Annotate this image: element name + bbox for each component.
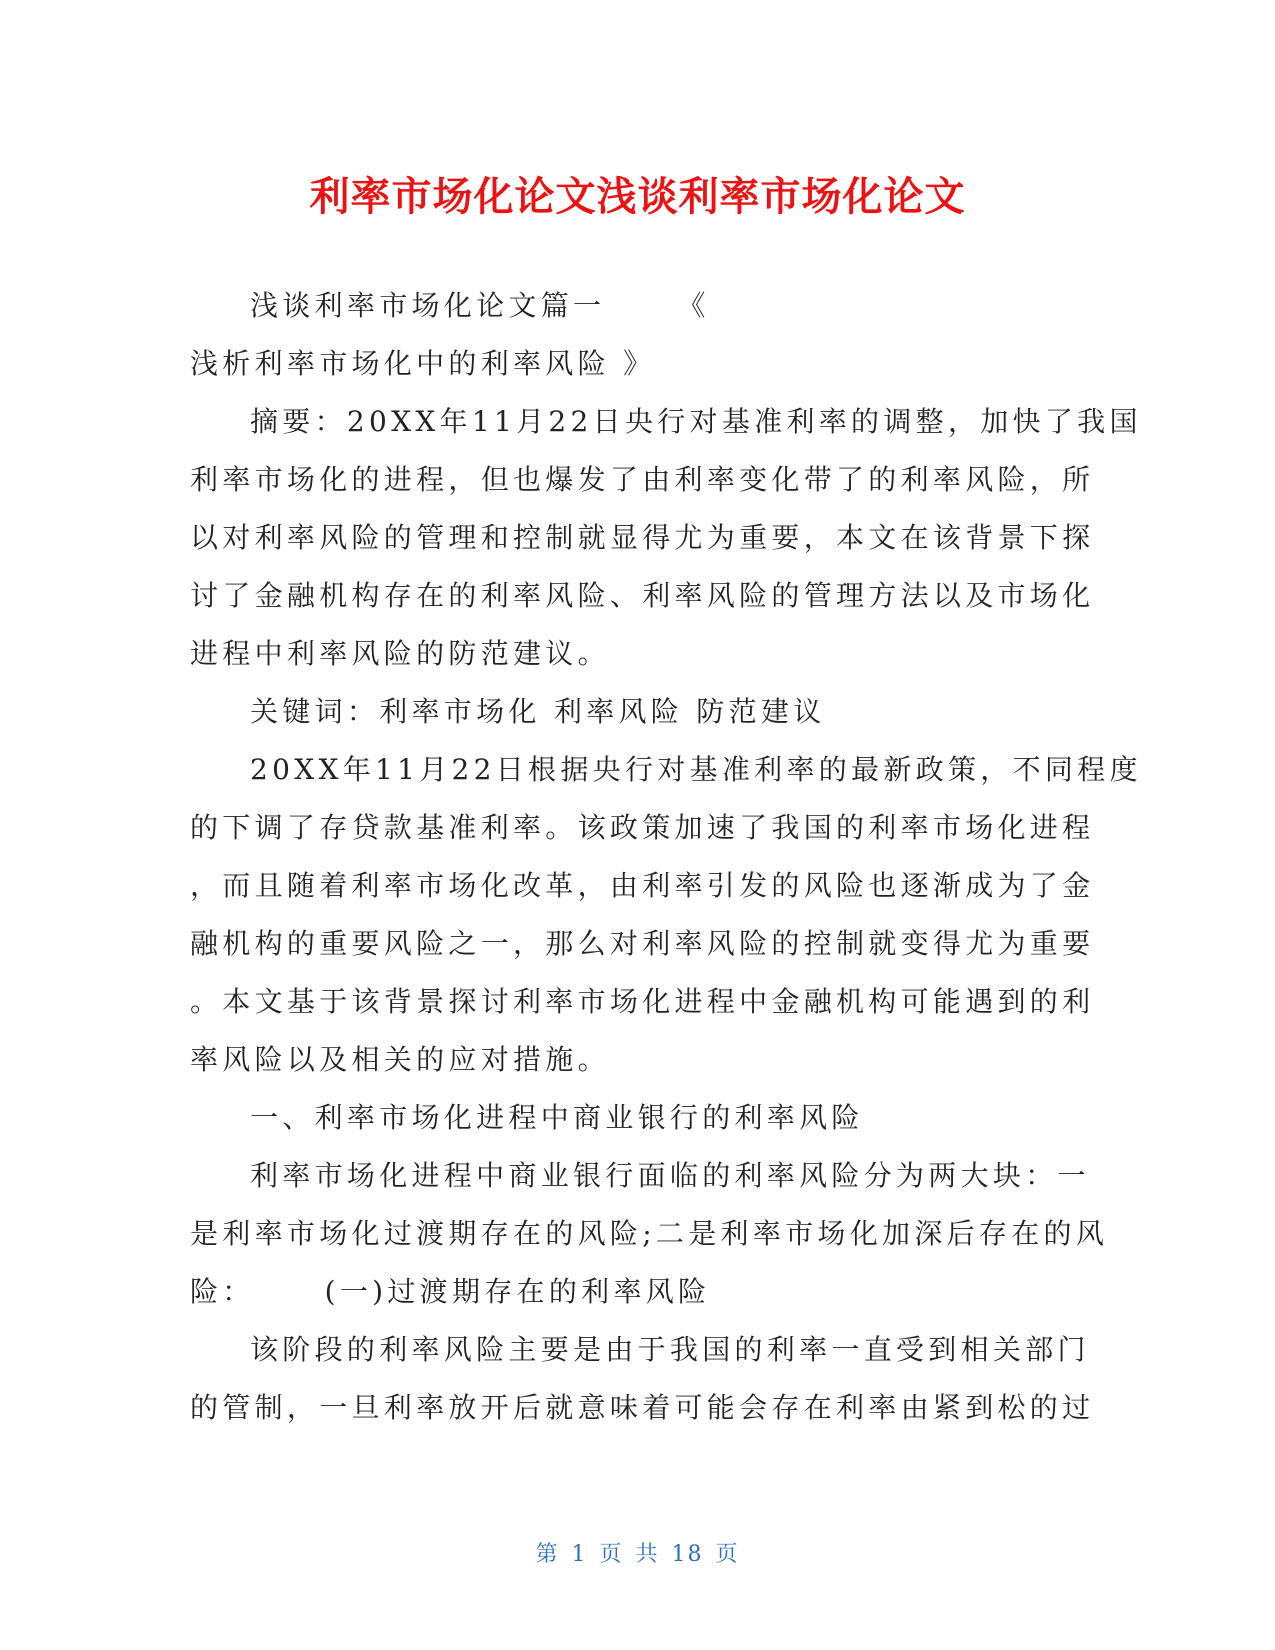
subsection-body-line: 的管制，一旦利率放开后就意味着可能会存在利率由紧到松的过 <box>190 1391 1095 1424</box>
footer-prefix: 第 <box>535 1542 560 1567</box>
intro-line: 率风险以及相关的应对措施。 <box>190 1043 610 1076</box>
keywords-line: 关键词：利率市场化 利率风险 防范建议 <box>250 695 826 728</box>
footer-total-word: 共 <box>635 1542 660 1567</box>
intro-line: 的下调了存贷款基准利率。该政策加速了我国的利率市场化进程 <box>190 811 1095 844</box>
abstract-line: 摘要：20XX年11月22日央行对基准利率的调整，加快了我国 <box>250 405 1142 438</box>
abstract-line: 讨了金融机构存在的利率风险、利率风险的管理方法以及市场化 <box>190 579 1095 612</box>
section-body-tail: 险： <box>190 1275 255 1308</box>
footer-suffix: 页 <box>715 1542 740 1567</box>
section-body-line: 利率市场化进程中商业银行面临的利率风险分为两大块：一 <box>250 1159 1090 1192</box>
subsection-heading: (一)过渡期存在的利率风险 <box>324 1275 711 1308</box>
section-body-line <box>190 1274 710 1310</box>
subtitle-line-1 <box>250 288 710 324</box>
subtitle-text: 浅谈利率市场化论文篇一 <box>250 289 606 322</box>
intro-line: ，而且随着利率市场化改革，由利率引发的风险也逐渐成为了金 <box>190 869 1095 902</box>
footer-page-word: 页 <box>599 1542 624 1567</box>
page-footer <box>0 1537 1275 1568</box>
subtitle-line-2: 浅析利率市场化中的利率风险 》 <box>190 347 656 380</box>
abstract-line: 利率市场化的进程，但也爆发了由利率变化带了的利率风险，所 <box>190 463 1095 496</box>
section-body-line: 是利率市场化过渡期存在的风险;二是利率市场化加深后存在的风 <box>190 1217 1109 1250</box>
abstract-line: 以对利率风险的管理和控制就显得尤为重要，本文在该背景下探 <box>190 521 1095 554</box>
document-title: 利率市场化论文浅谈利率市场化论文 <box>309 174 966 220</box>
subtitle-bracket-open: 《 <box>677 289 710 322</box>
abstract-line: 进程中利率风险的防范建议。 <box>190 637 610 670</box>
intro-line: 融机构的重要风险之一，那么对利率风险的控制就变得尤为重要 <box>190 927 1095 960</box>
intro-line: 20XX年11月22日根据央行对基准利率的最新政策，不同程度 <box>250 753 1142 786</box>
subsection-body-line: 该阶段的利率风险主要是由于我国的利率一直受到相关部门 <box>250 1333 1090 1366</box>
footer-total-pages: 18 <box>671 1542 704 1567</box>
footer-current-page: 1 <box>571 1542 588 1567</box>
section-heading: 一、利率市场化进程中商业银行的利率风险 <box>250 1101 864 1134</box>
intro-line: 。本文基于该背景探讨利率市场化进程中金融机构可能遇到的利 <box>190 985 1095 1018</box>
